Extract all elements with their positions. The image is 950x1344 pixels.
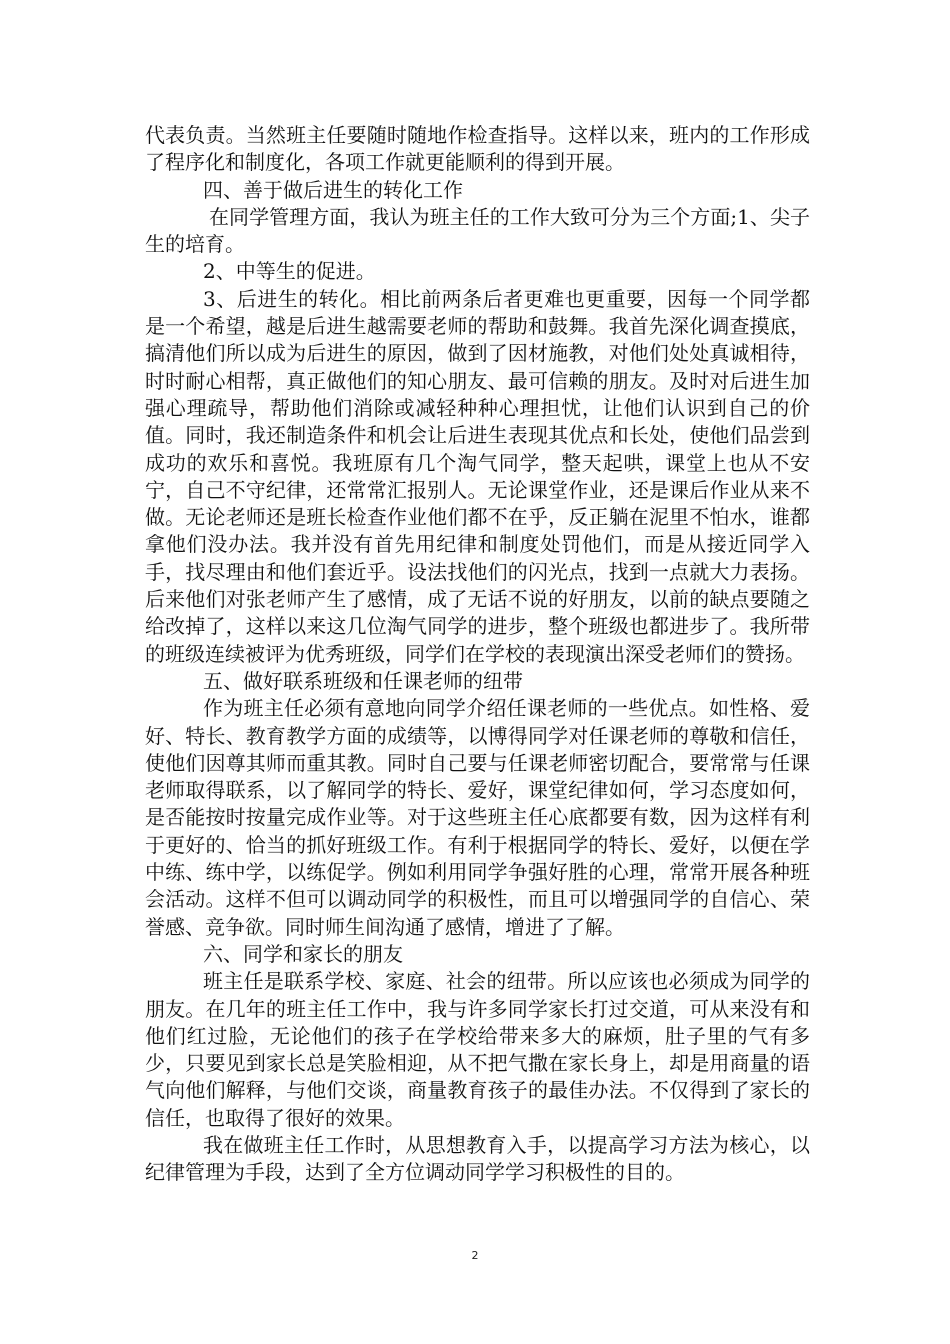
page-number: 2 [471,1249,479,1262]
body-paragraph: 作为班主任必须有意地向同学介绍任课老师的一些优点。如性格、爱好、特长、教育教学方面的成绩等，以博得同学对任课老师的尊敬和信任，使他们因尊其师而重其教。同时自己要与任课老师密切配合，要常常与任课老师取得联系，以了解同学的特长、爱好，课堂纪律如何，学习态度如何，是否能按时按量完成作业等。对于这些班主任心底都要有数，因为这样有利于更好的、恰当的抓好班级工作。有利于根据同学的特长、爱好，以便在学中练、练中学，以练促学。例如利用同学争强好胜的心理，常常开展各种班会活动。这样不但可以调动同学的积极性，而且可以增强同学的自信心、荣誉感、竞争欲。同时师生间沟通了感情，增进了了解。 [145,696,810,939]
body-paragraph: 我在做班主任工作时，从思想教育入手，以提高学习方法为核心，以纪律管理为手段，达到了全方位调动同学学习积极性的目的。 [145,1132,810,1185]
body-paragraph: 代表负责。当然班主任要随时随地作检查指导。这样以来，班内的工作形成了程序化和制度化，各项工作就更能顺利的得到开展。 [145,123,810,175]
section-heading: 六、同学和家长的朋友 [203,941,403,966]
document-body [145,122,810,1187]
body-paragraph: 班主任是联系学校、家庭、社会的纽带。所以应该也必须成为同学的朋友。在几年的班主任工作中，我与许多同学家长打过交道，可从来没有和他们红过脸，无论他们的孩子在学校给带来多大的麻烦，肚子里的气有多少，只要见到家长总是笑脸相迎，从不把气撒在家长身上，却是用商量的语气向他们解释，与他们交谈，商量教育孩子的最佳办法。不仅得到了家长的信任，也取得了很好的效果。 [145,969,810,1130]
body-paragraph: 3、后进生的转化。相比前两条后者更难也更重要，因每一个同学都是一个希望，越是后进生越需要老师的帮助和鼓舞。我首先深化调查摸底，搞清他们所以成为后进生的原因，做到了因材施教，对他们处处真诚相待，时时耐心相帮，真正做他们的知心朋友、最可信赖的朋友。及时对后进生加强心理疏导，帮助他们消除或减轻种种心理担忧，让他们认识到自己的价值。同时，我还制造条件和机会让后进生表现其优点和长处，使他们品尝到成功的欢乐和喜悦。我班原有几个淘气同学，整天起哄，课堂上也从不安宁，自己不守纪律，还常常汇报别人。无论课堂作业，还是课后作业从来不做。无论老师还是班长检查作业他们都不在乎，反正躺在泥里不怕水，谁都拿他们没办法。我并没有首先用纪律和制度处罚他们，而是从接近同学入手，找尽理由和他们套近乎。设法找他们的闪光点，找到一点就大力表扬。后来他们对张老师产生了感情，成了无话不说的好朋友，以前的缺点要随之给改掉了，这样以来这几位淘气同学的进步，整个班级也都进步了。我所带的班级连续被评为优秀班级，同学们在学校的表现演出深受老师们的赞扬。 [145,286,810,666]
body-paragraph: 2、中等生的促进。 [203,259,376,284]
section-heading: 四、善于做后进生的转化工作 [203,177,463,202]
body-paragraph: 在同学管理方面，我认为班主任的工作大致可分为三个方面;1、尖子生的培育。 [145,204,810,257]
section-heading: 五、做好联系班级和任课老师的纽带 [203,668,523,693]
